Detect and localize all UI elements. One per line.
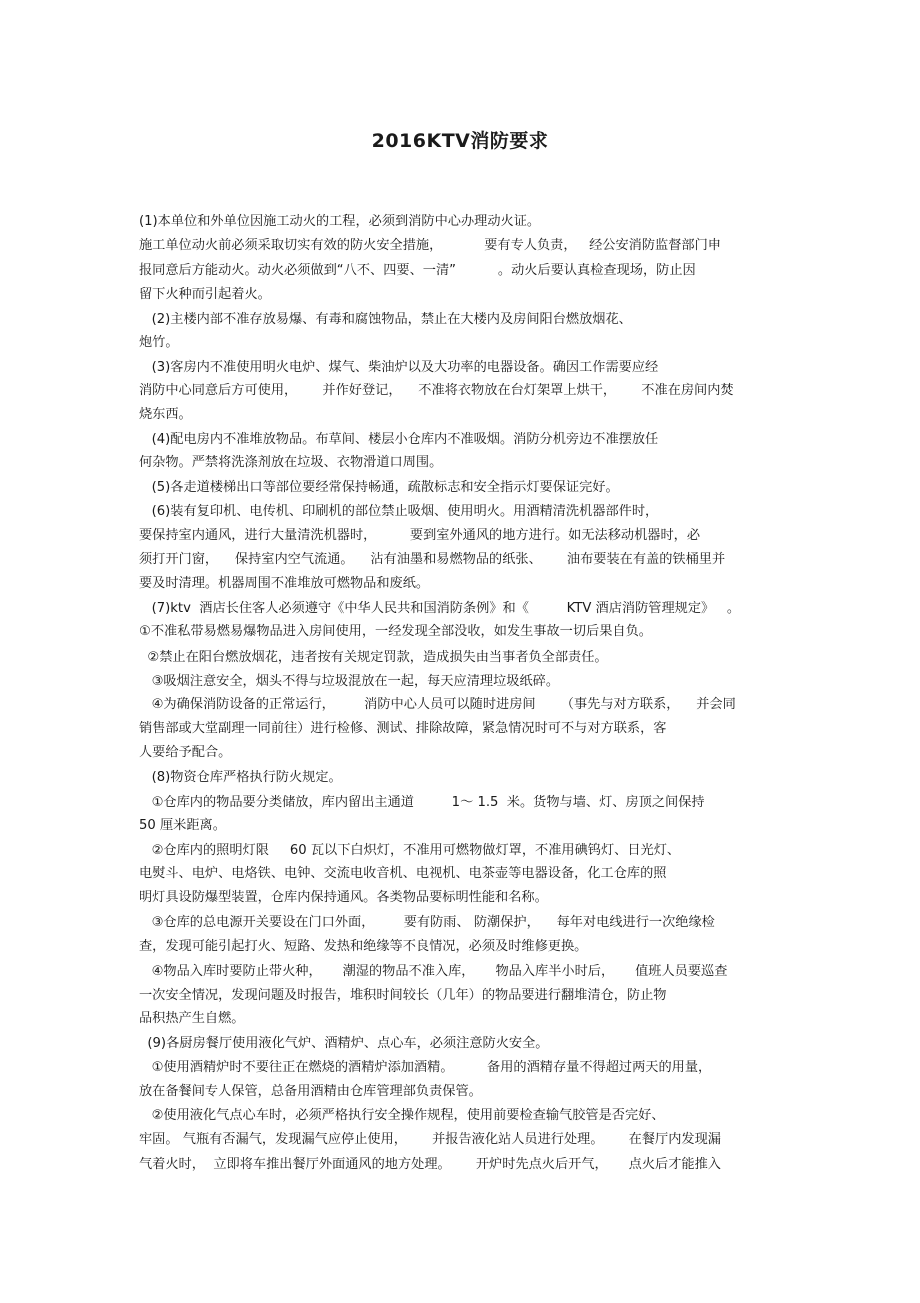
text-line: 留下火种而引起着火。: [139, 287, 271, 302]
text-line: (9)各厨房餐厅使用液化气炉、酒精炉、点心车，必须注意防火安全。: [139, 1036, 549, 1051]
text-line: 烧东西。: [139, 407, 192, 422]
text-line: 气着火时， 立即将车推出餐厅外面通风的地方处理。 开炉时先点火后开气， 点火后才能推入: [139, 1157, 721, 1172]
text-line: 放在备餐间专人保管，总备用酒精由仓库管理部负责保管。: [139, 1084, 482, 1099]
text-line: (5)各走道楼梯出口等部位要经常保持畅通，疏散标志和安全指示灯要保证完好。: [139, 480, 619, 495]
text-line: 50 厘米距离。: [139, 818, 226, 833]
text-line: 销售部或大堂副理一同前往）进行检修、测试、排除故障，紧急情况时可不与对方联系，客: [139, 721, 667, 736]
text-line: ①不准私带易燃易爆物品进入房间使用，一经发现全部没收，如发生事故一切后果自负。: [139, 624, 652, 639]
text-line: ③仓库的总电源开关要设在门口外面， 要有防雨、 防潮保护， 每年对电线进行一次绝缘检: [139, 915, 715, 930]
text-line: 炮竹。: [139, 335, 179, 350]
text-line: 要保持室内通风，进行大量清洗机器时， 要到室外通风的地方进行。如无法移动机器时，必: [139, 528, 701, 543]
text-line: (7)ktv 酒店长住客人必须遵守《中华人民共和国消防条例》和《 KTV 酒店消防管理规定》 。: [139, 601, 741, 616]
text-line: (2)主楼内部不准存放易爆、有毒和腐蚀物品，禁止在大楼内及房间阳台燃放烟花、: [139, 312, 632, 327]
text-line: ②禁止在阳台燃放烟花，违者按有关规定罚款，造成损失由当事者负全部责任。: [139, 650, 608, 665]
text-line: ①仓库内的物品要分类储放，库内留出主通道 1～ 1.5 米。货物与墙、灯、房顶之间保持: [139, 795, 705, 810]
text-line: ④物品入库时要防止带火种， 潮湿的物品不准入库， 物品入库半小时后， 值班人员要巡查: [139, 964, 728, 979]
text-line: 人要给予配合。: [139, 745, 232, 760]
text-line: 何杂物。严禁将洗涤剂放在垃圾、衣物滑道口周围。: [139, 455, 443, 470]
text-line: (3)客房内不准使用明火电炉、煤气、柴油炉以及大功率的电器设备。确因工作需要应经: [139, 360, 659, 375]
text-line: 消防中心同意后方可使用， 并作好登记， 不准将衣物放在台灯架罩上烘干， 不准在房间内焚: [139, 383, 734, 398]
text-line: (6)装有复印机、电传机、印刷机的部位禁止吸烟、使用明火。用酒精清洗机器部件时，: [139, 504, 659, 519]
text-line: 须打开门窗， 保持室内空气流通。 沾有油墨和易燃物品的纸张、 油布要装在有盖的铁桶里并: [139, 552, 726, 567]
text-line: (8)物资仓库严格执行防火规定。: [139, 770, 342, 785]
text-line: 要及时清理。机器周围不准堆放可燃物品和废纸。: [139, 576, 430, 591]
text-line: 品积热产生自燃。: [139, 1011, 245, 1026]
text-line: 明灯具设防爆型装置，仓库内保持通风。各类物品要标明性能和名称。: [139, 890, 548, 905]
text-line: ①使用酒精炉时不要往正在燃烧的酒精炉添加酒精。 备用的酒精存量不得超过两天的用量，: [139, 1060, 712, 1075]
text-line: 一次安全情况，发现问题及时报告，堆积时间较长（几年）的物品要进行翻堆清仓，防止物: [139, 988, 667, 1003]
text-line: ③吸烟注意安全，烟头不得与垃圾混放在一起，每天应清理垃圾纸碎。: [139, 674, 560, 689]
text-line: ②仓库内的照明灯限 60 瓦以下白炽灯，不准用可燃物做灯罩，不准用碘钨灯、日光灯、: [139, 843, 681, 858]
text-line: 施工单位动火前必须采取切实有效的防火安全措施， 要有专人负责， 经公安消防监督部门申: [139, 238, 721, 253]
text-line: ②使用液化气点心车时，必须严格执行安全操作规程，使用前要检查输气胶管是否完好、: [139, 1108, 665, 1123]
document-title: 2016KTV消防要求: [371, 130, 549, 152]
text-line: 电熨斗、电炉、电烙铁、电钟、交流电收音机、电视机、电茶壶等电器设备，化工仓库的照: [139, 866, 667, 881]
text-line: 牢固。 气瓶有否漏气，发现漏气应停止使用， 并报告液化站人员进行处理。 在餐厅内发现漏: [139, 1132, 721, 1147]
text-line: 报同意后方能动火。动火必须做到“八不、四要、一清” 。动火后要认真检查现场，防止因: [139, 263, 696, 278]
text-line: ④为确保消防设备的正常运行， 消防中心人员可以随时进房间 （事先与对方联系， 并会同: [139, 697, 736, 712]
text-line: (4)配电房内不准堆放物品。布草间、楼层小仓库内不准吸烟。消防分机旁边不准摆放任: [139, 432, 659, 447]
text-line: 查，发现可能引起打火、短路、发热和绝缘等不良情况，必须及时维修更换。: [139, 939, 588, 954]
text-line: (1)本单位和外单位因施工动火的工程，必须到消防中心办理动火证。: [139, 214, 541, 229]
